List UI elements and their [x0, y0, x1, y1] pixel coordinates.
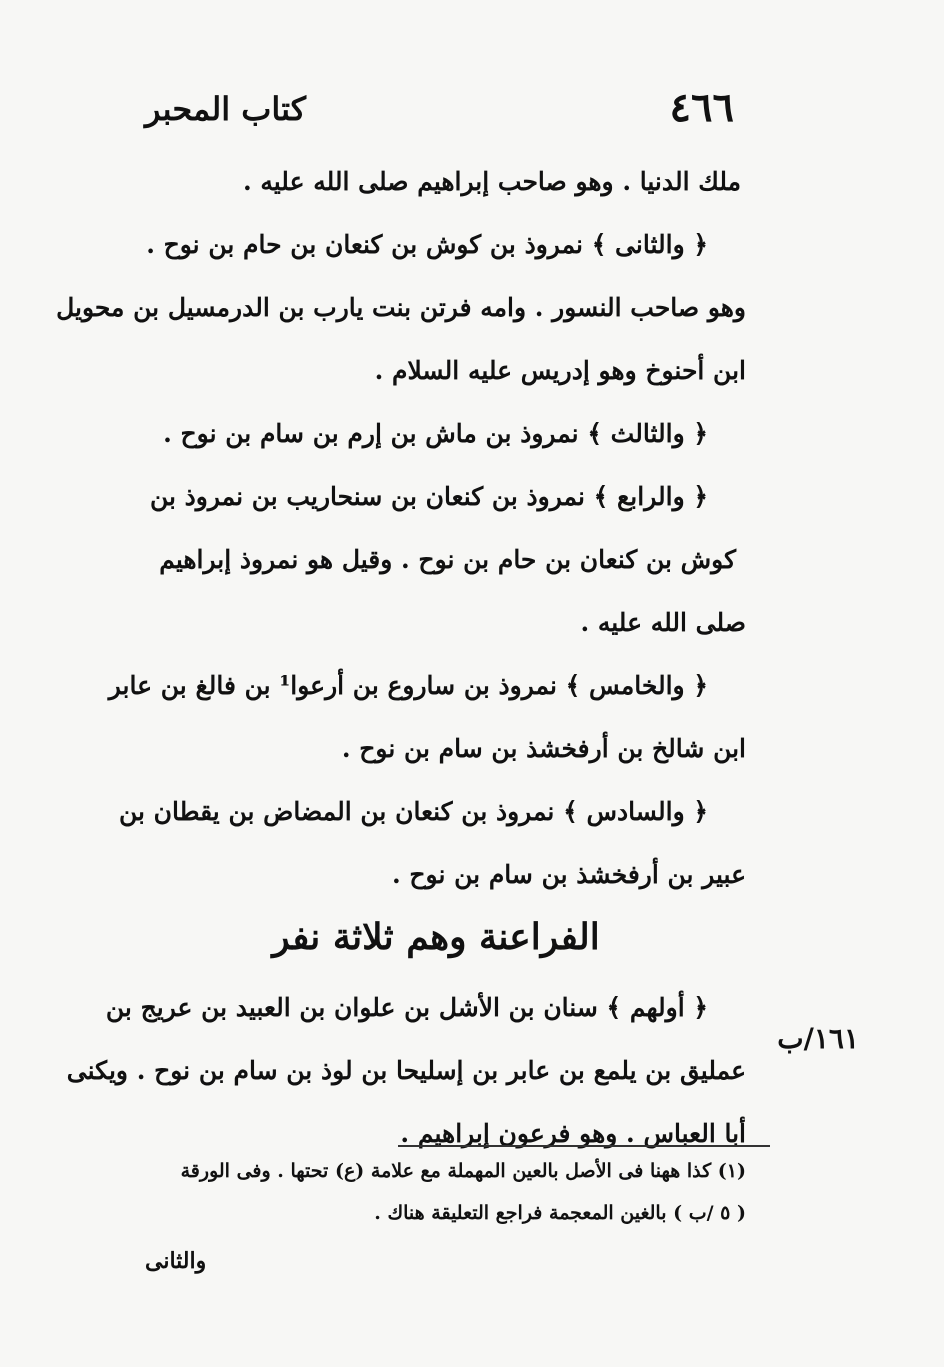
running-title: كتاب المحبر — [145, 90, 307, 128]
text-line: ﴿ والثانى ﴾ نمروذ بن كوش بن كنعان بن حام بن نوح . — [146, 230, 708, 259]
text-line: ﴿ والسادس ﴾ نمروذ بن كنعان بن المضاض بن يقطان بن — [118, 797, 708, 826]
footnotes — [116, 1150, 746, 1234]
main-text — [56, 150, 746, 1165]
text-line: ﴿ أولهم ﴾ سنان بن الأشل بن علوان بن العبيد بن عريج بن — [105, 993, 708, 1022]
text-line: أبا العباس . وهو فرعون إبراهيم . — [400, 1119, 746, 1148]
text-line: وهو صاحب النسور . وامه فرتن بنت يارب بن الدرمسيل بن محويل — [56, 293, 746, 322]
text-line: عبير بن أرفخشذ بن سام بن نوح . — [392, 860, 746, 889]
footnote-line: ( ٥ /ب ) بالغين المعجمة فراجع التعليقة هناك . — [374, 1202, 746, 1224]
text-line: كوش بن كنعان بن حام بن نوح . وقيل هو نمروذ إبراهيم — [159, 545, 736, 574]
footnote-line: (١) كذا ههنا فى الأصل بالعين المهملة مع علامة (ع) تحتها . وفى الورقة — [180, 1160, 746, 1182]
text-line: ملك الدنيا . وهو صاحب إبراهيم صلى الله عليه . — [242, 167, 741, 196]
text-line: ﴿ والرابع ﴾ نمروذ بن كنعان بن سنحاريب بن نمروذ بن — [149, 482, 708, 511]
section-heading: الفراعنة وهم ثلاثة نفر — [272, 916, 600, 958]
text-line: ﴿ والثالث ﴾ نمروذ بن ماش بن إرم بن سام بن نوح . — [163, 419, 708, 448]
text-line: ﴿ والخامس ﴾ نمروذ بن ساروع بن أرعوا¹ بن فالغ بن عابر — [108, 671, 708, 700]
catchword: والثانى — [145, 1248, 207, 1274]
margin-folio-note: ١٦١/ب — [777, 1022, 859, 1055]
text-line: ابن أحنوخ وهو إدريس عليه السلام . — [374, 356, 746, 385]
text-line: ابن شالخ بن أرفخشذ بن سام بن نوح . — [341, 734, 746, 763]
text-line: صلى الله عليه . — [580, 608, 746, 637]
page-number: ٤٦٦ — [669, 84, 734, 131]
footnote-divider — [398, 1145, 770, 1147]
text-line: عمليق بن يلمع بن عابر بن إسليحا بن لوذ بن سام بن نوح . ويكنى — [66, 1056, 746, 1085]
